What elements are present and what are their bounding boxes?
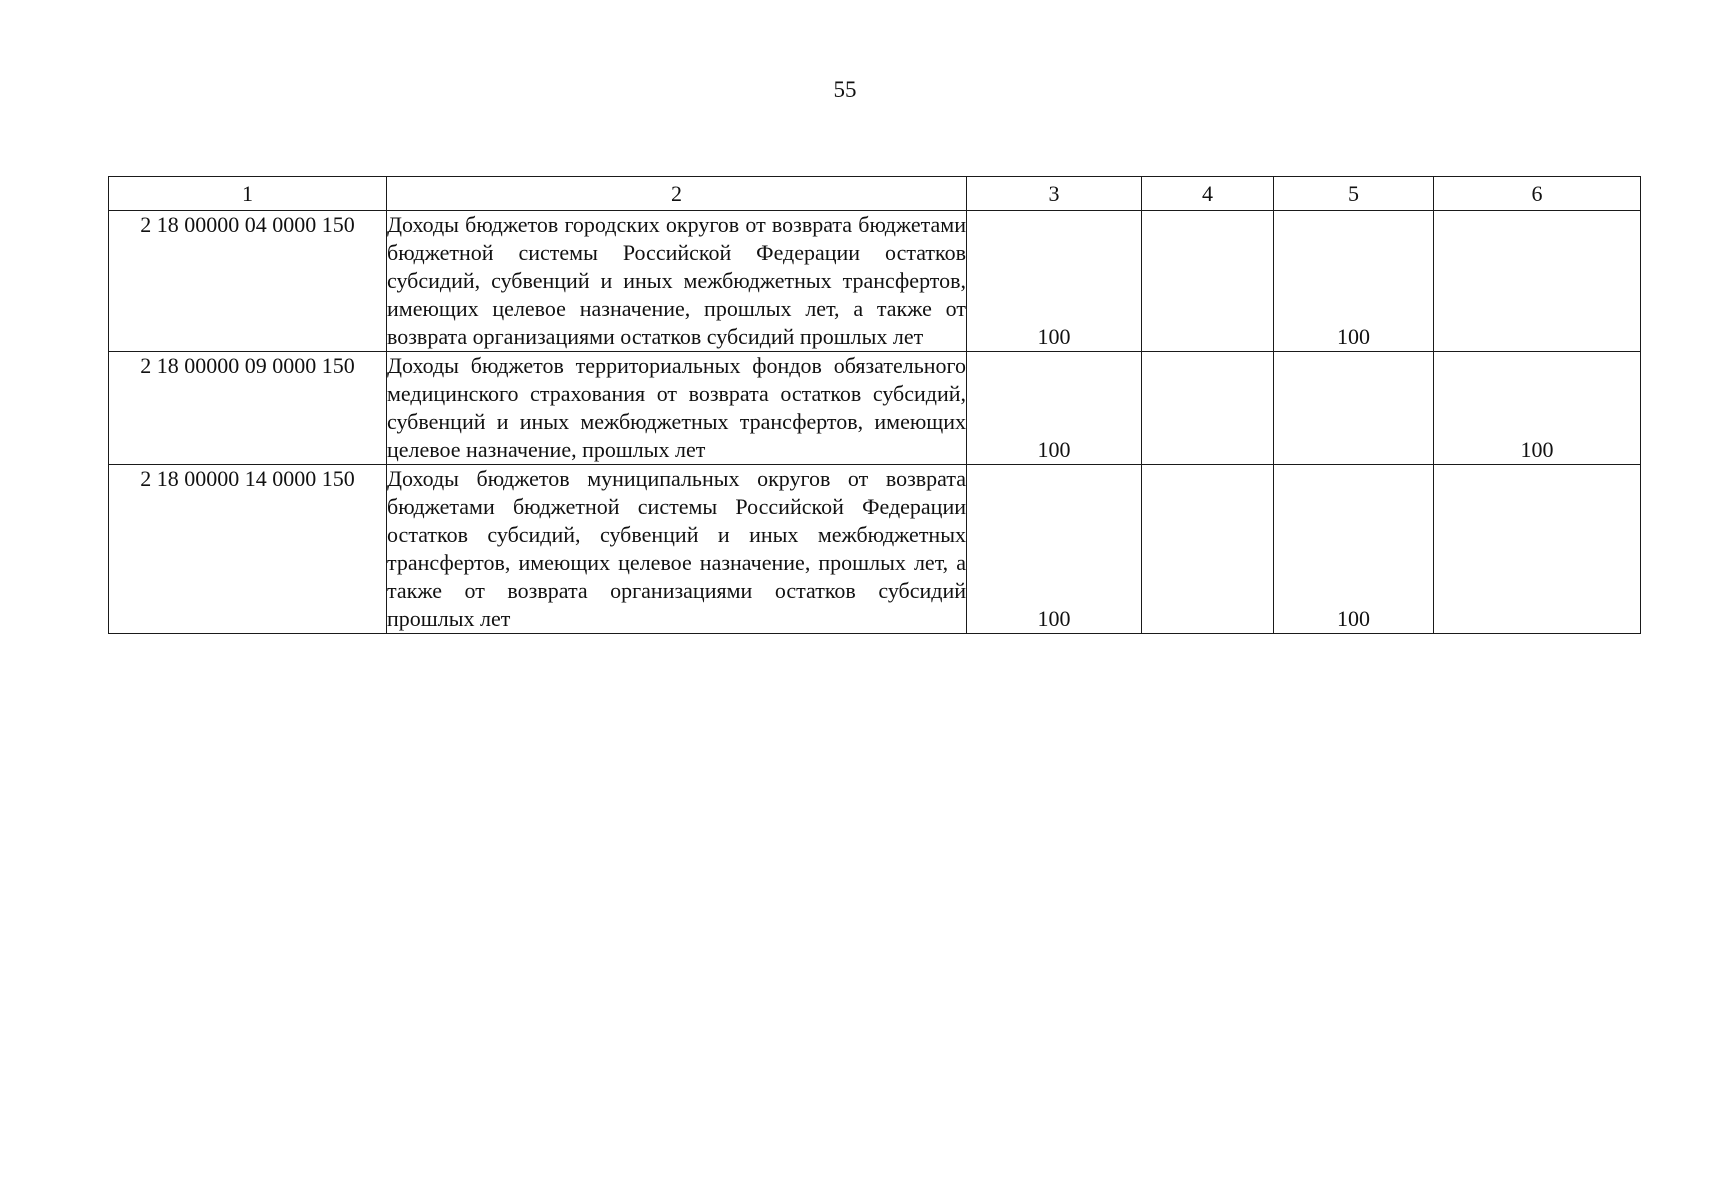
header-col-6: 6 [1434, 177, 1641, 211]
revenue-table [108, 176, 1641, 634]
row-description: Доходы бюджетов муниципальных округов от возврата бюджетами бюджетной системы Российской Федерации остатков субсидий, субвенций и иных межбюджетных трансфертов, имеющих целевое назначение, прошлых лет, а также от возврата организациями остатков субсидий прошлых лет [387, 465, 967, 634]
row-value-col3: 100 [967, 465, 1142, 634]
table-row [109, 352, 1641, 465]
row-description: Доходы бюджетов территориальных фондов обязательного медицинского страхования от возврата остатков субсидий, субвенций и иных межбюджетных трансфертов, имеющих целевое назначение, прошлых лет [387, 352, 967, 465]
page-number: 55 [833, 77, 857, 102]
header-col-1: 1 [109, 177, 387, 211]
table-header-row [109, 177, 1641, 211]
header-col-3: 3 [967, 177, 1142, 211]
row-value-col3: 100 [967, 211, 1142, 352]
header-col-5: 5 [1274, 177, 1434, 211]
row-value-col5 [1274, 352, 1434, 465]
row-value-col5: 100 [1274, 465, 1434, 634]
row-value-col5: 100 [1274, 211, 1434, 352]
header-col-4: 4 [1142, 177, 1274, 211]
row-value-col4 [1142, 352, 1274, 465]
row-value-col4 [1142, 211, 1274, 352]
row-code: 2 18 00000 09 0000 150 [109, 352, 387, 465]
row-value-col6 [1434, 211, 1641, 352]
table-row [109, 465, 1641, 634]
row-value-col3: 100 [967, 352, 1142, 465]
row-code: 2 18 00000 14 0000 150 [109, 465, 387, 634]
header-col-2: 2 [387, 177, 967, 211]
table-row [109, 211, 1641, 352]
row-code: 2 18 00000 04 0000 150 [109, 211, 387, 352]
row-value-col6: 100 [1434, 352, 1641, 465]
row-value-col4 [1142, 465, 1274, 634]
row-value-col6 [1434, 465, 1641, 634]
row-description: Доходы бюджетов городских округов от возврата бюджетами бюджетной системы Российской Федерации остатков субсидий, субвенций и иных межбюджетных трансфертов, имеющих целевое назначение, прошлых лет, а также от возврата организациями остатков субсидий прошлых лет [387, 211, 967, 352]
